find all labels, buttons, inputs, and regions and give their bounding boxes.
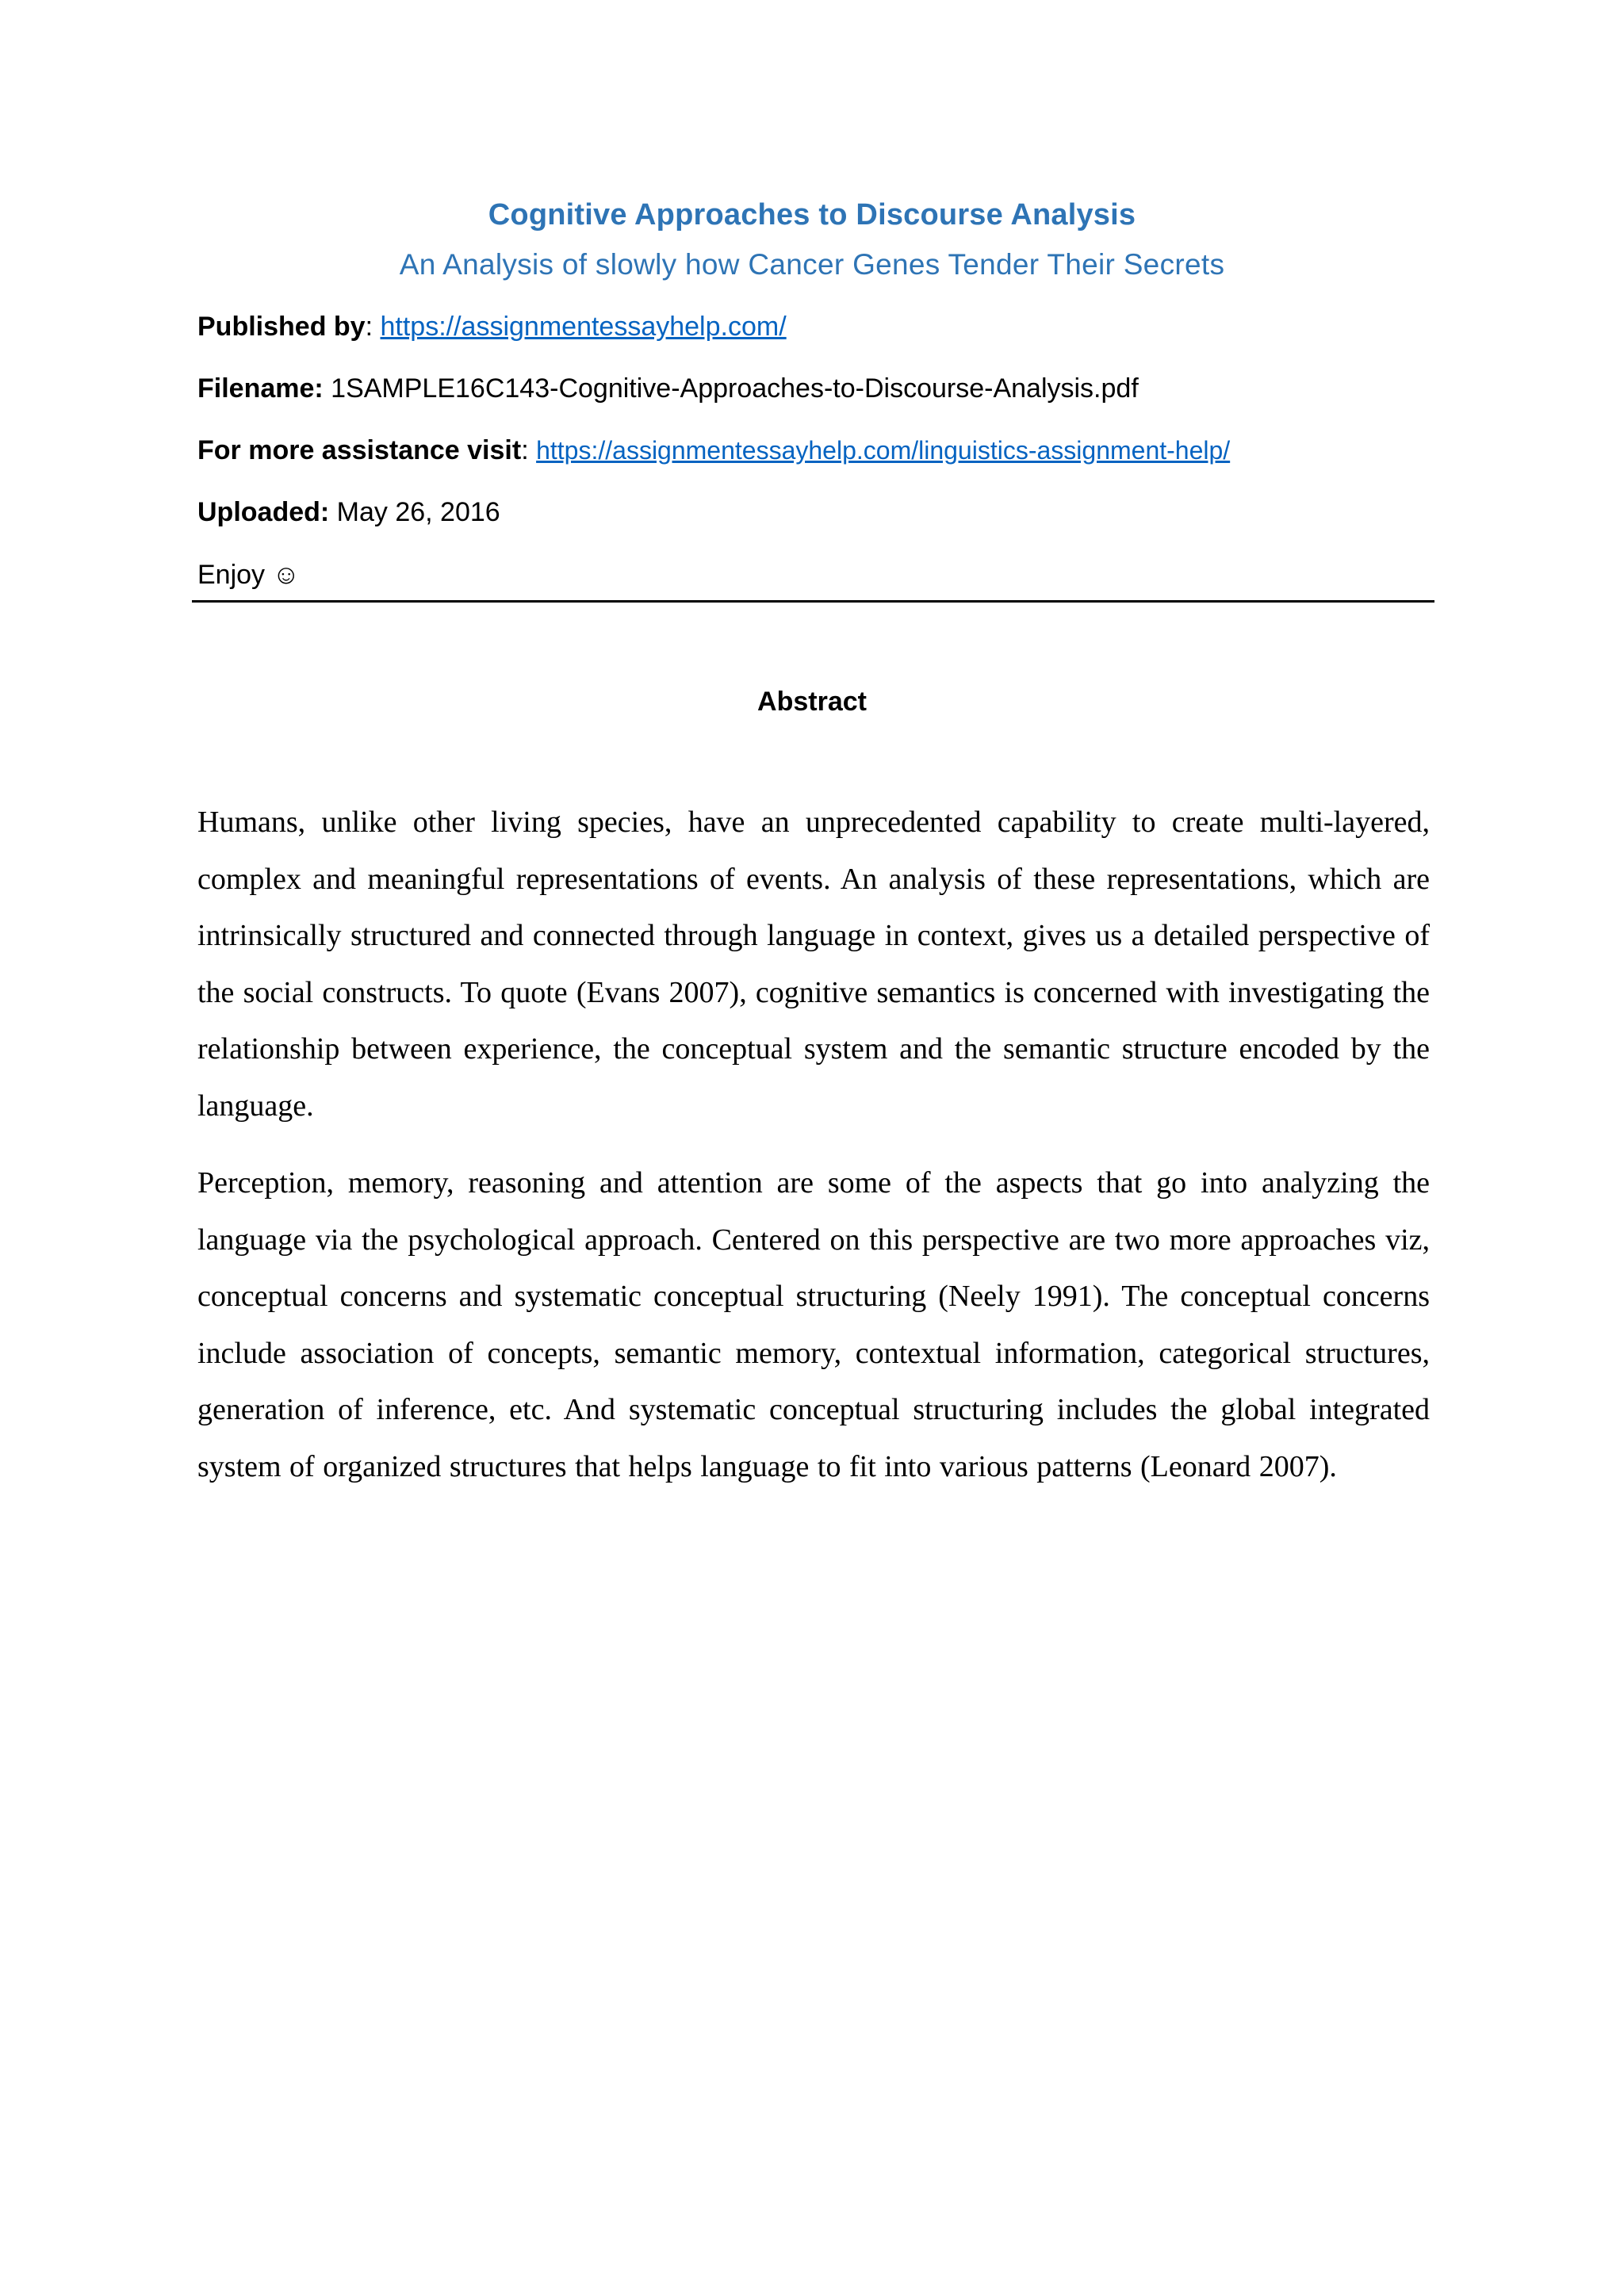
- published-by-link[interactable]: https://assignmentessayhelp.com/: [380, 312, 787, 342]
- assistance-row: [197, 435, 1230, 466]
- header-divider: [192, 600, 1434, 603]
- abstract-heading: Abstract: [757, 687, 867, 717]
- published-by-row: [197, 312, 787, 342]
- document-title: Cognitive Approaches to Discourse Analysis: [488, 198, 1136, 232]
- abstract-paragraph-1: Humans, unlike other living species, have an unprecedented capability to create multi-layered, complex and meaningful representations of events. An analysis of these representations, which are intrinsically structured and connected through language in context, gives us a detailed perspective of the social constructs. To quote (Evans 2007), cognitive semantics is concerned with investigating the relationship between experience, the conceptual system and the semantic structure encoded by the language.: [197, 806, 1430, 1123]
- uploaded-row: [197, 497, 500, 528]
- filename-value: 1SAMPLE16C143-Cognitive-Approaches-to-Discourse-Analysis.pdf: [331, 373, 1139, 404]
- published-by-separator: :: [365, 312, 373, 342]
- enjoy-row: Enjoy ☺: [197, 560, 301, 590]
- filename-row: [197, 373, 1139, 404]
- assistance-label: For more assistance visit: [197, 435, 522, 465]
- filename-label: Filename:: [197, 373, 324, 404]
- assistance-link[interactable]: https://assignmentessayhelp.com/linguistics-assignment-help/: [536, 436, 1231, 465]
- uploaded-label: Uploaded:: [197, 497, 330, 527]
- uploaded-value: May 26, 2016: [336, 497, 500, 527]
- abstract-paragraph-2: Perception, memory, reasoning and attention are some of the aspects that go into analyzing the language via the psychological approach. Centered on this perspective are two more approaches viz, conceptual concerns and systematic conceptual structuring (Neely 1991). The conceptual concerns include association of concepts, semantic memory, contextual information, categorical structures, generation of inference, etc. And systematic conceptual structuring includes the global integrated system of organized structures that helps language to fit into various patterns (Leonard 2007).: [197, 1166, 1430, 1483]
- document-subtitle: An Analysis of slowly how Cancer Genes Tender Their Secrets: [399, 248, 1225, 281]
- published-by-label: Published by: [197, 312, 366, 342]
- assistance-separator: :: [521, 435, 529, 465]
